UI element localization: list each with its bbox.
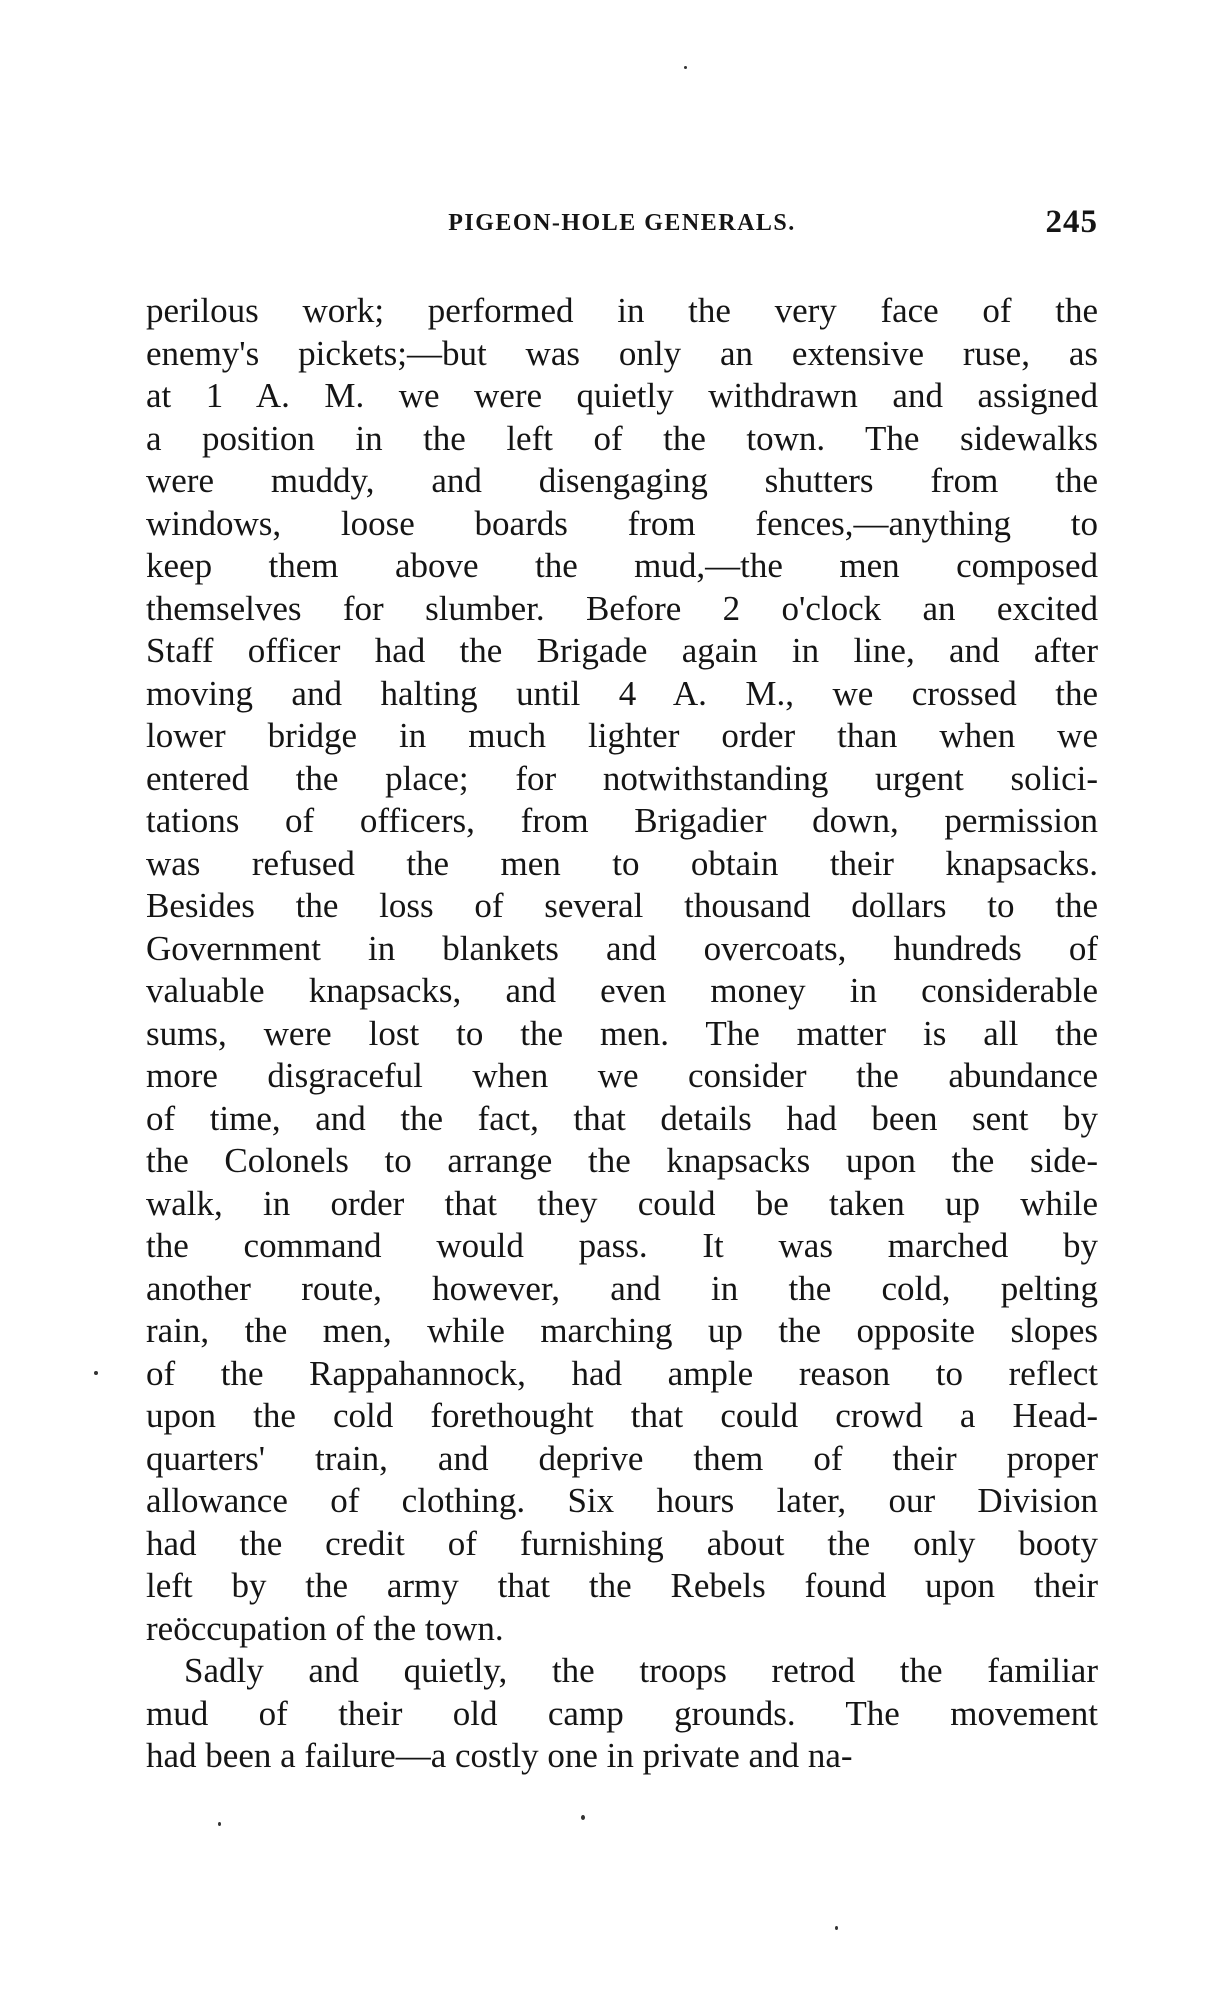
text-line: entered the place; for notwithstanding urgent solici- [146,758,1098,798]
text-line: Besides the loss of several thousand dollars to the [146,886,1098,925]
text-line: perilous work; performed in the very face of the [146,291,1098,330]
text-line: windows, loose boards from fences,—anything to [146,503,1098,543]
text-line: the Colonels to arrange the knapsacks upon the side- [146,1141,1098,1180]
text-line: rain, the men, while marching up the opposite slopes [146,1311,1098,1350]
text-line: upon the cold forethought that could crowd a Head- [146,1396,1098,1435]
text-line: more disgraceful when we consider the abundance [146,1056,1098,1095]
page-number: 245 [1045,204,1098,240]
text-line: were muddy, and disengaging shutters from the [146,461,1098,500]
text-line: left by the army that the Rebels found upon their [146,1566,1098,1605]
text-line: was refused the men to obtain their knapsacks. [146,843,1098,883]
text-line: had been a failure—a costly one in private and na- [146,1736,853,1775]
text-line: had the credit of furnishing about the only booty [146,1523,1098,1563]
running-title: PIGEON-HOLE GENERALS. [448,210,796,236]
text-line: valuable knapsacks, and even money in considerable [146,971,1098,1010]
speck-mark [581,1815,585,1820]
text-line: walk, in order that they could be taken up while [146,1183,1098,1223]
speck-mark [835,1926,838,1930]
text-line: of the Rappahannock, had ample reason to reflect [146,1353,1098,1393]
text-line: mud of their old camp grounds. The movement [146,1693,1098,1733]
text-line: sums, were lost to the men. The matter is all the [146,1013,1098,1053]
text-line: enemy's pickets;—but was only an extensive ruse, as [146,333,1098,373]
text-line: keep them above the mud,—the men composed [146,546,1098,585]
speck-mark [684,66,687,69]
text-line: allowance of clothing. Six hours later, our Division [146,1481,1098,1520]
paragraph-2 [146,1650,1098,1778]
text-line: Staff officer had the Brigade again in line, and after [146,631,1098,670]
text-line: lower bridge in much lighter order than when we [146,716,1098,755]
text-line: moving and halting until 4 A. M., we crossed the [146,673,1098,713]
text-line: themselves for slumber. Before 2 o'clock an excited [146,588,1098,628]
running-head [146,204,1098,244]
speck-mark [94,1371,98,1375]
text-line: tations of officers, from Brigadier down, permission [146,801,1098,840]
text-line: Government in blankets and overcoats, hundreds of [146,928,1098,968]
text-line: of time, and the fact, that details had been sent by [146,1098,1098,1138]
text-line: reöccupation of the town. [146,1608,504,1648]
text-line: Sadly and quietly, the troops retrod the familiar [184,1651,1098,1690]
speck-mark [218,1822,221,1826]
text-line: at 1 A. M. we were quietly withdrawn and assigned [146,376,1098,415]
text-line: a position in the left of the town. The sidewalks [146,418,1098,458]
text-line: quarters' train, and deprive them of their proper [146,1438,1098,1478]
body-text [146,290,1098,1778]
text-line: another route, however, and in the cold, pelting [146,1268,1098,1308]
paragraph-1 [146,290,1098,1650]
text-line: the command would pass. It was marched by [146,1226,1098,1265]
